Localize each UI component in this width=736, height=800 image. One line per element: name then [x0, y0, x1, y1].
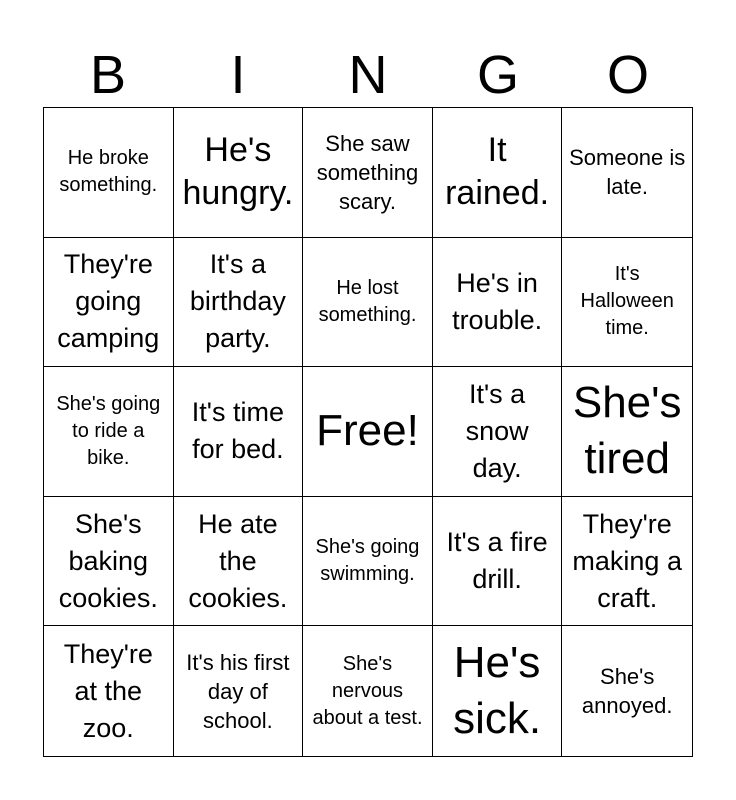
bingo-cell[interactable]	[44, 497, 174, 627]
bingo-cell[interactable]	[562, 367, 692, 497]
bingo-cell[interactable]	[303, 108, 433, 238]
cell-text: He broke something.	[59, 147, 158, 197]
bingo-header	[43, 44, 693, 106]
cell-text: She's annoyed.	[581, 664, 673, 719]
bingo-board	[43, 107, 693, 757]
bingo-cell[interactable]	[433, 626, 563, 756]
bingo-cell[interactable]	[174, 626, 304, 756]
cell-text: It's a fire drill.	[446, 527, 548, 595]
bingo-cell[interactable]	[303, 497, 433, 627]
cell-text: It's a birthday party.	[189, 249, 286, 354]
bingo-cell-free[interactable]	[303, 367, 433, 497]
cell-text: It's Halloween time.	[580, 263, 674, 340]
bingo-cell[interactable]	[562, 497, 692, 627]
cell-text: He lost something.	[318, 276, 417, 326]
cell-text: She's tired	[572, 378, 682, 484]
cell-text: She's baking cookies.	[58, 508, 158, 613]
cell-text: They're going camping	[57, 249, 160, 354]
cell-text: It's his first day of school.	[186, 649, 290, 733]
bingo-cell[interactable]	[562, 626, 692, 756]
bingo-cell[interactable]	[174, 497, 304, 627]
bingo-cell[interactable]	[433, 367, 563, 497]
bingo-cell[interactable]	[44, 108, 174, 238]
bingo-cell[interactable]	[44, 626, 174, 756]
header-letter-i: I	[230, 45, 246, 105]
bingo-cell[interactable]	[44, 367, 174, 497]
bingo-cell[interactable]	[433, 497, 563, 627]
bingo-cell[interactable]	[174, 367, 304, 497]
header-letter-o: O	[606, 45, 649, 105]
bingo-cell[interactable]	[44, 238, 174, 368]
cell-text: Someone is late.	[569, 145, 686, 200]
header-letter-n: N	[348, 45, 388, 105]
bingo-cell[interactable]	[174, 238, 304, 368]
bingo-cell[interactable]	[433, 238, 563, 368]
cell-text: He's sick.	[453, 638, 542, 744]
bingo-cell[interactable]	[303, 626, 433, 756]
bingo-cell[interactable]	[562, 238, 692, 368]
header-letter-g: G	[476, 45, 519, 105]
bingo-cell[interactable]	[174, 108, 304, 238]
cell-text: She's going swimming.	[315, 536, 420, 586]
bingo-cell[interactable]	[562, 108, 692, 238]
bingo-cell[interactable]	[433, 108, 563, 238]
cell-text: It's a snow day.	[465, 378, 529, 483]
cell-text: It rained.	[445, 131, 550, 213]
cell-text: He's in trouble.	[452, 267, 543, 335]
header-letter-b: B	[89, 45, 127, 105]
free-space-text: Free!	[316, 406, 419, 456]
cell-text: They're at the zoo.	[63, 638, 153, 743]
cell-text: It's time for bed.	[191, 397, 284, 465]
bingo-cell[interactable]	[303, 238, 433, 368]
cell-text: They're making a craft.	[572, 508, 682, 613]
cell-text: He's hungry.	[182, 131, 294, 213]
cell-text: She's going to ride a bike.	[56, 392, 161, 469]
cell-text: She saw something scary.	[316, 130, 419, 214]
cell-text: She's nervous about a test.	[312, 652, 423, 729]
cell-text: He ate the cookies.	[188, 508, 288, 613]
